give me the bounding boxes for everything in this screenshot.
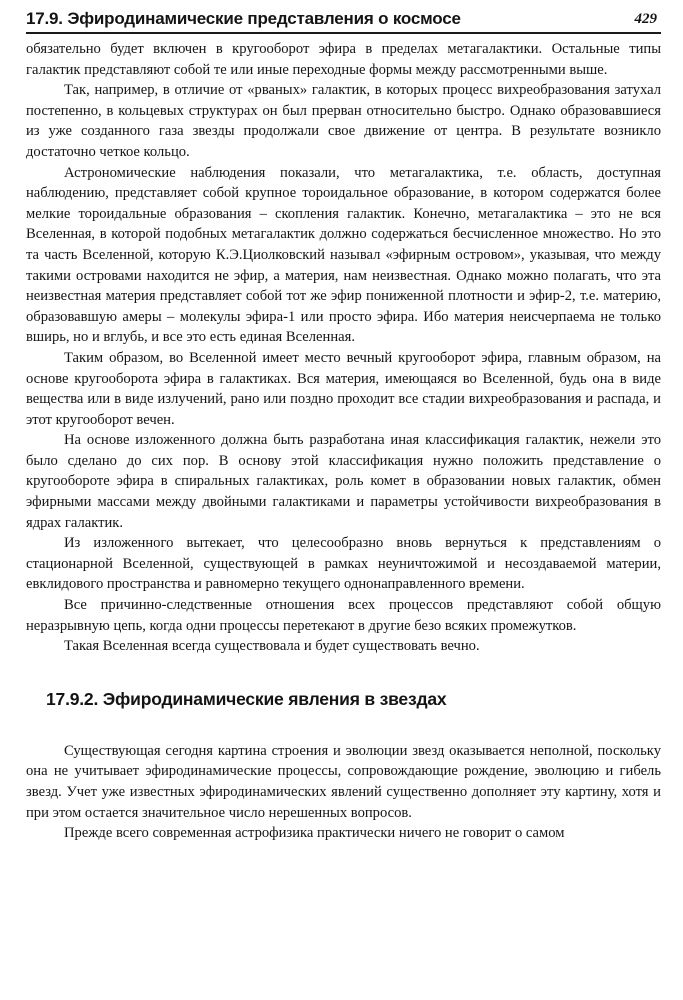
paragraph: Существующая сегодня картина строения и эволюции звезд оказывается неполной, поскольку она не учитывает эфиродинамические процессы, сопровождающие рождение, эволюцию и гибель звезд. Учет уже известных эфиродинамических явлений существенно дополняет эту картину, хотя и при этом остается значительное число нерешенных вопросов. <box>26 742 661 821</box>
body-text <box>26 39 661 657</box>
paragraph: Из изложенного вытекает, что целесообразно вновь вернуться к представлениям о стационарной Вселенной, существующей в рамках неуничтожимой и несоздаваемой материи, евклидового пространства и равномерно текущего однонаправленного времени. <box>26 535 661 593</box>
page-number: 429 <box>634 11 657 27</box>
paragraph: На основе изложенного должна быть разработана иная классификация галактик, нежели это было сделано до сих пор. В основу этой классификация нужно положить представление о кругообороте эфира в спиральных галактиках, роль комет в образовании новых галактик, обмен эфирными массами между двойными галактиками и параметры устойчивости вихреобразования в ядрах галактик. <box>26 432 661 531</box>
paragraph: Все причинно-следственные отношения всех процессов представляют собой общую неразрывную цепь, когда одни процессы перетекают в другие безо всяких промежутков. <box>26 597 661 634</box>
section-heading: 17.9.2. Эфиродинамические явления в звездах <box>46 688 447 709</box>
section-body-text <box>26 741 661 844</box>
paragraph: Такая Вселенная всегда существовала и будет существовать вечно. <box>64 638 480 655</box>
paragraph: обязательно будет включен в кругооборот эфира в пределах метагалактики. Остальные типы галактик представляют собой те или иные переходные формы между рассмотренными выше. <box>26 41 661 78</box>
paragraph: Так, например, в отличие от «рваных» галактик, в которых процесс вихреобразования затухал постепенно, в кольцевых структурах он был прерван относительно быстро. Однако образовавшиеся из уже созданного газа звезды продолжали свое движение от центра. В результате возникло достаточно четкое кольцо. <box>26 82 661 160</box>
running-head <box>26 6 661 34</box>
paragraph: Прежде всего современная астрофизика практически ничего не говорит о самом <box>64 825 565 842</box>
running-head-title: 17.9. Эфиродинамические представления о космосе <box>26 9 461 28</box>
paragraph: Астрономические наблюдения показали, что метагалактика, т.е. область, доступная наблюдению, представляет собой крупное тороидальное образование, в котором содержатся более мелкие тороидальные образования – скопления галактик. Конечно, метагалактика – это не вся Вселенная, в которой подобных метагалактик должно содержаться бесчисленное множество. Но это та часть Вселенной, которую К.Э.Циолковский называл «эфирным островом», указывая, что между такими островами находится не эфир, а материя, нам неизвестная. Однако можно полагать, что эта неизвестная материя представляет собой тот же эфир пониженной плотности и эфир-2, т.е. материю, образовавшую амеры – молекулы эфира-1 или просто эфира. Ибо материя неисчерпаема не только вширь, но и вглубь, и все это есть единая Вселенная. <box>26 164 661 346</box>
paragraph: Таким образом, во Вселенной имеет место вечный кругооборот эфира, главным образом, на основе кругооборота эфира в галактиках. Вся материя, имеющаяся во Вселенной, будь она в виде вещества или в виде излучений, рано или поздно проходит все стадии вихреобразования и распада, и этот кругооборот вечен. <box>26 349 661 428</box>
